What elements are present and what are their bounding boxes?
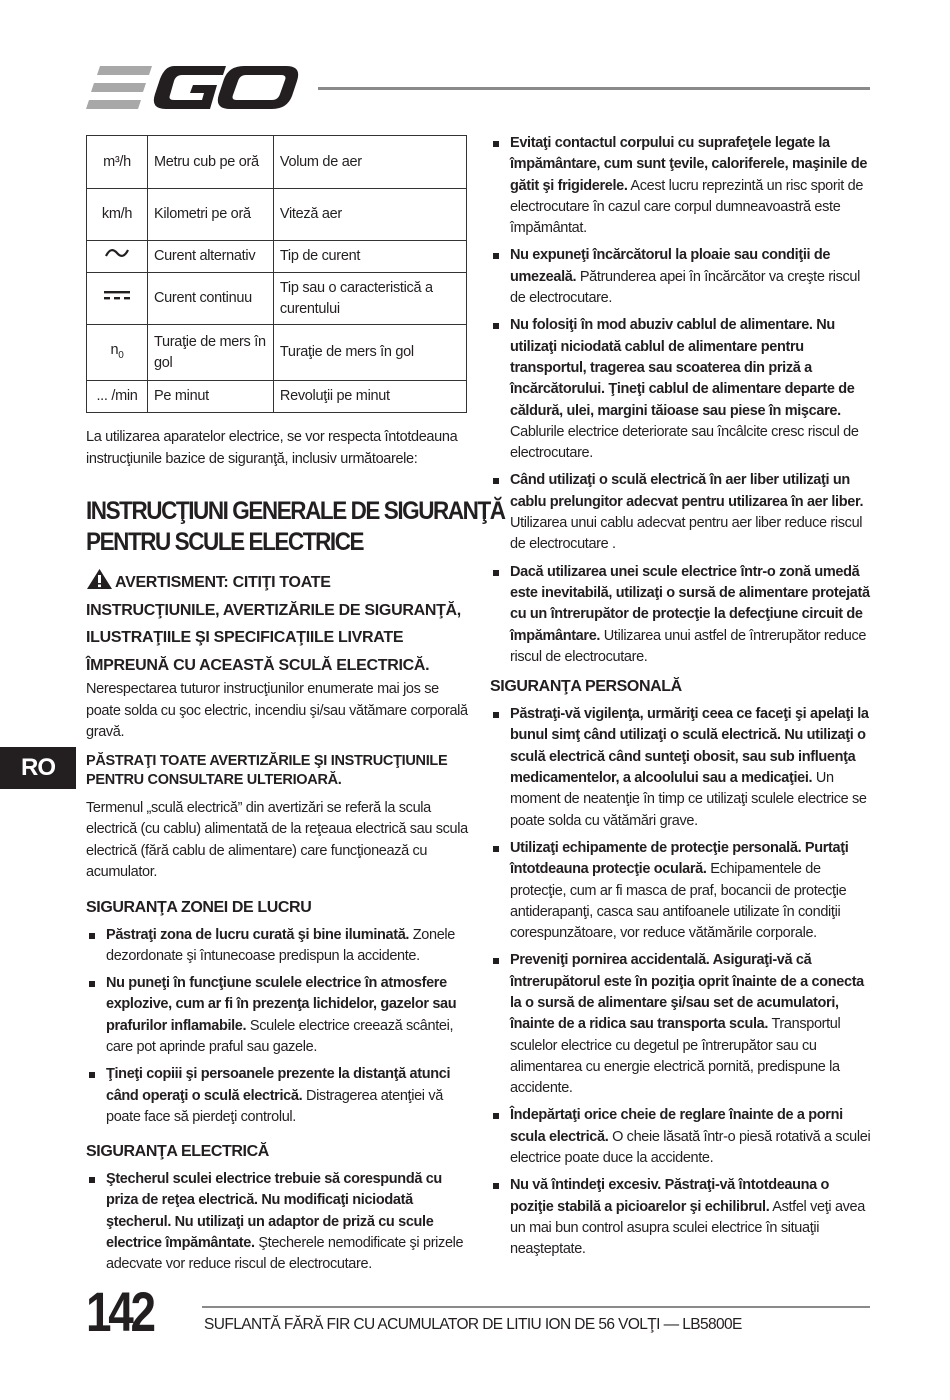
main-title: INSTRUCŢIUNI GENERALE DE SIGURANŢĂ PENTRU SCULE ELECTRICE <box>86 497 505 556</box>
name-cell: Curent continuu <box>148 273 274 325</box>
list-item: Îndepărtaţi orice cheie de reglare înainte de a porni scula electrică. O cheie lăsată într-o piesă rotativă a sculei electrice poate duce la accidente. <box>490 1105 872 1169</box>
ego-logo <box>86 62 300 114</box>
list-item: Preveniţi pornirea accidentală. Asiguraţi-vă că întrerupătorul este în poziţia oprit înainte de a conecta la o sursă de alimentare şi/sau set de acumulatori, înainte de a ridica sau transporta scula. Transportul sculelor electrice cu degetul pe întrerupător sau cu alimentarea cu energie electrică pornită, predispune la accidente. <box>490 950 872 1099</box>
table-row <box>87 325 467 381</box>
name-cell: Turaţie de mers în gol <box>148 325 274 381</box>
list-item: Nu folosiţi în mod abuziv cablul de alimentare. Nu utilizaţi niciodată cablul de alimentare pentru transportul, tragerea sau scoaterea din priză a încărcătorului. Ţineţi cablul de alimentare departe de căldură, ulei, margini tăioase sau piese în mişcare. Cablurile electrice deteriorate sau încâlcite cresc riscul de electrocutare. <box>490 315 872 464</box>
list-item: Dacă utilizarea unei scule electrice într-o zonă umedă este inevitabilă, utilizaţi o sursă de alimentare protejată cu un întrerupător de protecţie la defecţiune circuit de împământare. Utilizarea unui astfel de întrerupător reduce riscul de electrocutare. <box>490 562 872 668</box>
right-column <box>490 133 872 1267</box>
term-definition: Termenul „sculă electrică” din avertizări se referă la scula electrică (cu cablu) alimentată de la reţeaua electrică sau scula electrică (fără cablu de alimentare) care funcţionează cu acumulator. <box>86 799 468 880</box>
intro-text: La utilizarea aparatelor electrice, se vor respecta întotdeauna instrucţiunile bazice de siguranţă, inclusiv următoarele: <box>86 429 458 467</box>
section-title-personal: SIGURANŢA PERSONALĂ <box>490 678 682 696</box>
work-area-list <box>86 925 468 1129</box>
name-cell: Metru cub pe oră <box>148 136 274 189</box>
symbol-cell: ... /min <box>87 381 148 413</box>
header-rule <box>318 87 870 90</box>
footer-product-text: SUFLANTĂ FĂRĂ FIR CU ACUMULATOR DE LITIU ION DE 56 VOLŢI — LB5800E <box>204 1316 742 1333</box>
list-item: Când utilizaţi o sculă electrică în aer liber utilizaţi un cablu prelungitor adecvat pentru utilizarea în aer liber. Utilizarea unui cablu adecvat pentru aer liber reduce riscul de electrocutare . <box>490 470 872 555</box>
list-item: Nu vă întindeţi excesiv. Păstraţi-vă întotdeauna o poziţie stabilă a picioarelor şi echilibrul. Astfel veţi avea un mai bun control asupra sculei electrice în situaţii neaşteptate. <box>490 1175 872 1260</box>
list-item: Păstraţi zona de lucru curată şi bine iluminată. Zonele dezordonate şi întunecoase predispun la accidente. <box>86 925 468 968</box>
symbol-cell: $n_0$ <box>87 325 148 381</box>
electrical-list-left <box>86 1169 468 1275</box>
list-item: Utilizaţi echipamente de protecţie personală. Purtaţi întotdeauna protecţie oculară. Echipamentele de protecţie, cum ar fi masca de praf, bocancii de protecţie antiderapanţi, casca sau antifoanele utilizate în condiţii corespunzătoare, vor reduce vătămările corporale. <box>490 838 872 944</box>
symbol-cell <box>87 241 148 273</box>
name-cell: Pe minut <box>148 381 274 413</box>
meaning-cell: Revoluţii pe minut <box>273 381 466 413</box>
list-item: Păstraţi-vă vigilenţa, urmăriţi ceea ce faceţi şi apelaţi la bunul simţ când utilizaţi o sculă electrică. Nu utilizaţi o sculă electrică când sunteţi obosit, sau sub influenţa medicamentelor, a alcoolului sau a medicaţiei. Un moment de neatenţie în timp ce utilizaţi sculele electrice se poate solda cu vătămări grave. <box>490 704 872 832</box>
keep-instructions: PĂSTRAŢI TOATE AVERTIZĂRILE ŞI INSTRUCŢIUNILE PENTRU CONSULTARE ULTERIOARĂ. <box>86 752 448 788</box>
left-column <box>86 135 505 1282</box>
table-row <box>87 136 467 189</box>
table-row <box>87 241 467 273</box>
footer-rule <box>202 1306 870 1308</box>
language-tab: RO <box>0 747 76 789</box>
warning-triangle-icon <box>86 568 113 590</box>
meaning-cell: Tip de curent <box>273 241 466 273</box>
list-item: Ţineţi copiii şi persoanele prezente la distanţă atunci când operaţi o sculă electrică. Distragerea atenţiei vă poate face să pierdeţi controlul. <box>86 1064 468 1128</box>
name-cell: Curent alternativ <box>148 241 274 273</box>
warning-block <box>86 568 468 744</box>
warning-caps-text: AVERTISMENT: CITIŢI TOATE INSTRUCŢIUNILE, AVERTIZĂRILE DE SIGURANŢĂ, ILUSTRAŢIILE ŞI SPECIFICAŢIILE LIVRATE ÎMPREUNĂ CU ACEASTĂ SCULĂ ELECTRICĂ. <box>86 574 461 674</box>
symbol-cell <box>87 273 148 325</box>
table-row <box>87 381 467 413</box>
list-item: Nu puneţi în funcţiune sculele electrice în atmosfere explozive, cum ar fi în prezenţa lichidelor, gazelor sau prafurilor inflamabile. Sculele electrice creează scântei, care pot aprinde praful sau gazele. <box>86 973 468 1058</box>
personal-list <box>490 704 872 1260</box>
warning-text: Nerespectarea tuturor instrucţiunilor enumerate mai jos se poate solda cu şoc electric, incendiu şi/sau vătămare corporală gravă. <box>86 681 468 740</box>
meaning-cell: Volum de aer <box>273 136 466 189</box>
meaning-cell: Tip sau o caracteristică a curentului <box>273 273 466 325</box>
electrical-list-right <box>490 133 872 668</box>
symbol-cell: m³/h <box>87 136 148 189</box>
direct-current-icon <box>103 288 131 302</box>
section-title-work-area: SIGURANŢA ZONEI DE LUCRU <box>86 898 312 916</box>
table-row <box>87 273 467 325</box>
section-title-electrical: SIGURANŢA ELECTRICĂ <box>86 1143 269 1161</box>
symbol-cell: km/h <box>87 189 148 241</box>
meaning-cell: Viteză aer <box>273 189 466 241</box>
alternating-current-icon <box>104 246 130 260</box>
meaning-cell: Turaţie de mers în gol <box>273 325 466 381</box>
units-table <box>86 135 467 413</box>
page-number: 142 <box>86 1280 153 1343</box>
list-item: Nu expuneţi încărcătorul la ploaie sau condiţii de umezeală. Pătrunderea apei în încărcător va creşte riscul de electrocutare. <box>490 245 872 309</box>
list-item: Evitaţi contactul corpului cu suprafeţele legate la împământare, cum sunt ţevile, caloriferele, maşinile de gătit şi frigiderele. Acest lucru reprezintă un risc sporit de electrocutare în cazul care corpul dumneavoastră este împământat. <box>490 133 872 239</box>
name-cell: Kilometri pe oră <box>148 189 274 241</box>
list-item: Ştecherul sculei electrice trebuie să corespundă cu priza de reţea electrică. Nu modificaţi niciodată ştecherul. Nu utilizaţi un adaptor de priză cu scule electrice împământate. Ştecherele nemodificate şi prizele adecvate vor reduce riscul de electrocutare. <box>86 1169 468 1275</box>
table-row <box>87 189 467 241</box>
